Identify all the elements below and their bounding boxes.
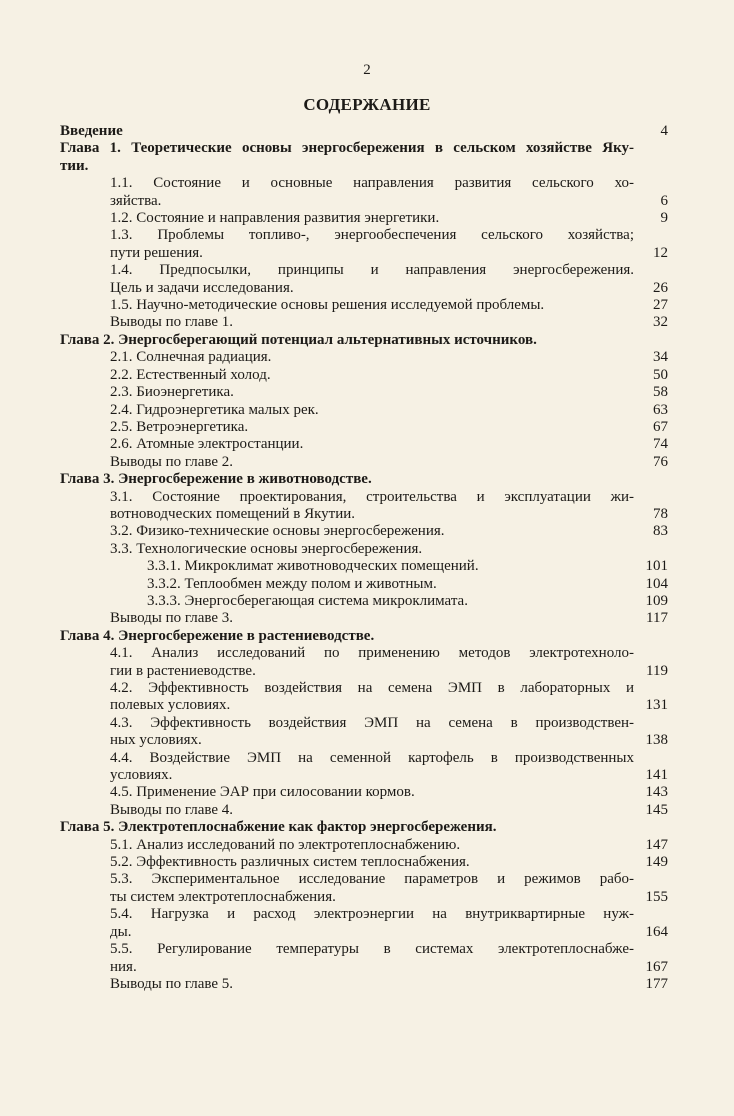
toc-entry-text: пути решения. <box>110 244 203 261</box>
toc-entry-row <box>60 314 668 331</box>
toc-entry-row <box>60 976 668 993</box>
toc-chapter-row <box>60 140 668 157</box>
toc-entry-row <box>60 889 668 906</box>
page-title: СОДЕРЖАНИЕ <box>303 95 431 114</box>
toc-entry-row <box>60 419 668 436</box>
toc-page-number: 76 <box>653 453 668 470</box>
toc-entry-text: 3.2. Физико-технические основы энергосбережения. <box>110 523 445 540</box>
toc-page-number: 4 <box>660 123 668 139</box>
toc-entry-row <box>60 680 668 697</box>
toc-entry-text: 5.3. Экспериментальное исследование параметров и режимов рабо- <box>110 871 634 888</box>
toc-page-number <box>634 628 668 645</box>
toc-entry-text: гии в растениеводстве. <box>110 662 256 679</box>
toc-entry-row <box>60 436 668 453</box>
toc-page-number <box>634 175 668 192</box>
toc-entry-text: Глава 2. Энергосберегающий потенциал альтернативных источников. <box>60 331 537 348</box>
toc-page-number <box>634 471 668 488</box>
toc-entry-text: 2.1. Солнечная радиация. <box>110 349 272 366</box>
toc-entry-row <box>60 175 668 192</box>
toc-entry-row <box>60 784 668 801</box>
toc-entry-text: Выводы по главе 4. <box>110 801 234 818</box>
toc-entry-row <box>60 924 668 941</box>
toc-page-number: 109 <box>645 592 668 609</box>
toc-entry-text: 1.4. Предпосылки, принципы и направления энергосбережения. <box>110 262 634 279</box>
toc-page-number: 6 <box>660 192 668 209</box>
toc-entry-text: Введение <box>60 123 123 139</box>
toc-page-number <box>634 489 668 506</box>
toc-page-number: 9 <box>660 210 668 227</box>
toc-entry-row <box>60 367 668 384</box>
toc-entry-row <box>60 802 668 819</box>
toc-entry-text: 1.5. Научно-методические основы решения исследуемой проблемы. <box>110 297 545 314</box>
toc-page-number <box>634 906 668 923</box>
toc-entry-row <box>60 384 668 401</box>
toc-entry-row <box>60 854 668 871</box>
page-number: 2 <box>363 62 371 78</box>
toc-entry-text: 5.4. Нагрузка и расход электроэнергии на внутриквартирные нуж- <box>110 906 634 923</box>
toc-entry-text: 3.3. Технологические основы энергосбережения. <box>110 540 423 557</box>
toc-page-number <box>634 645 668 662</box>
toc-page-number <box>634 541 668 558</box>
toc-entry-row <box>60 837 668 854</box>
toc-entry-row <box>60 750 668 767</box>
toc-entry-text: 4.2. Эффективность воздействия на семена ЭМП в лабораторных и <box>110 680 634 696</box>
toc-entry-row <box>60 697 668 714</box>
toc-page-number: 138 <box>645 732 668 749</box>
toc-page-number: 101 <box>645 558 668 575</box>
toc-entry-row <box>60 941 668 958</box>
toc-entry-text: полевых условиях. <box>110 697 231 714</box>
toc-entry-row <box>60 297 668 314</box>
toc-entry-text: Глава 3. Энергосбережение в животноводстве. <box>60 471 372 488</box>
toc-entry-text: ния. <box>110 958 137 975</box>
toc-entry-text: тии. <box>60 157 89 174</box>
toc-entry-row <box>60 245 668 262</box>
toc-page-number: 177 <box>645 975 668 992</box>
toc-page-number: 131 <box>645 697 668 714</box>
toc-page-number: 58 <box>653 384 668 401</box>
toc-page-number: 104 <box>645 575 668 592</box>
toc-entry-text: 4.3. Эффективность воздействия ЭМП на семена в производствен- <box>110 714 634 731</box>
toc-chapter-row <box>60 471 668 488</box>
toc-page-number <box>634 715 668 732</box>
toc-entry-text: 5.2. Эффективность различных систем теплоснабжения. <box>110 854 470 871</box>
toc-entry-row <box>60 663 668 680</box>
toc-entry-row <box>60 715 668 732</box>
toc-page-number: 12 <box>653 244 668 261</box>
toc-entry-text: ных условиях. <box>110 732 202 749</box>
toc-entry-text: 5.5. Регулирование температуры в системах электротеплоснабже- <box>110 941 634 958</box>
toc-entry-row <box>60 558 668 575</box>
toc-entry-row <box>60 523 668 540</box>
toc-page-number <box>634 941 668 958</box>
toc-entry-row <box>60 210 668 227</box>
toc-page-number: 117 <box>646 610 668 627</box>
toc-page-number: 149 <box>645 854 668 871</box>
toc-entry-text: ты систем электротеплоснабжения. <box>110 888 336 905</box>
toc-page-number <box>634 262 668 279</box>
toc-page-number: 83 <box>653 523 668 540</box>
toc-entry-row <box>60 645 668 662</box>
toc-page-number: 63 <box>653 401 668 418</box>
toc-entry-row <box>60 489 668 506</box>
toc-page-number: 50 <box>653 366 668 383</box>
toc-page-number: 34 <box>653 349 668 366</box>
toc-page-number <box>634 680 668 697</box>
toc-entry-text: 2.5. Ветроэнергетика. <box>110 418 249 435</box>
toc-entry-text: 1.1. Состояние и основные направления развития сельского хо- <box>110 175 634 192</box>
toc-entry-text: 4.4. Воздействие ЭМП на семенной картофель в производственных <box>110 749 634 766</box>
toc-page-number: 143 <box>645 784 668 801</box>
toc-page-number <box>634 140 668 157</box>
toc-page-number: 119 <box>646 662 668 679</box>
toc-page-number <box>634 750 668 767</box>
toc-page-number: 145 <box>645 801 668 818</box>
toc-chapter-row <box>60 332 668 349</box>
toc-page-number <box>634 819 668 836</box>
toc-page-number: 26 <box>653 279 668 296</box>
toc-entry-text: Выводы по главе 3. <box>110 610 234 627</box>
toc-page-number: 167 <box>645 958 668 975</box>
toc-chapter-row <box>60 158 668 175</box>
toc-entry-row <box>60 610 668 627</box>
toc-page-number: 78 <box>653 505 668 522</box>
toc-entry-text: Выводы по главе 1. <box>110 314 234 331</box>
toc-page-number: 32 <box>653 314 668 331</box>
toc-entry-text: Цель и задачи исследования. <box>110 279 294 296</box>
toc-entry-row <box>60 506 668 523</box>
toc-entry-row <box>60 123 668 140</box>
toc-entry-text: Выводы по главе 2. <box>110 453 234 470</box>
toc-entry-text: 3.1. Состояние проектирования, строительства и эксплуатации жи- <box>110 488 634 505</box>
toc-entry-text: Глава 1. Теоретические основы энергосбережения в сельском хозяйстве Яку- <box>60 140 634 157</box>
toc-entry-text: зяйства. <box>110 192 162 209</box>
toc-page-number <box>634 871 668 888</box>
toc-entry-row <box>60 871 668 888</box>
toc-entry-text: 1.3. Проблемы топливо-, энергообеспечения сельского хозяйства; <box>110 227 634 244</box>
toc-entry-row <box>60 767 668 784</box>
toc-page-number <box>634 332 668 349</box>
toc-entry-row <box>60 349 668 366</box>
toc-entry-row <box>60 541 668 558</box>
toc-page-number: 155 <box>645 888 668 905</box>
toc-page-number <box>634 227 668 244</box>
toc-entry-row <box>60 576 668 593</box>
toc-entry-row <box>60 402 668 419</box>
toc-chapter-row <box>60 628 668 645</box>
toc-page-number <box>634 158 668 175</box>
toc-entry-text: 1.2. Состояние и направления развития энергетики. <box>110 210 440 227</box>
toc-entry-text: 3.3.3. Энергосберегающая система микроклимата. <box>147 592 468 609</box>
toc-entry-text: Выводы по главе 5. <box>110 975 234 992</box>
toc-entry-text: 2.6. Атомные электростанции. <box>110 436 304 453</box>
toc-entry-row <box>60 593 668 610</box>
toc-entry-text: вотноводческих помещений в Якутии. <box>110 505 356 522</box>
toc-entry-row <box>60 262 668 279</box>
toc-entry-text: ды. <box>110 923 132 940</box>
toc-page-number: 147 <box>645 836 668 853</box>
table-of-contents <box>60 123 668 993</box>
toc-entry-text: Глава 5. Электротеплоснабжение как фактор энергосбережения. <box>60 819 497 836</box>
toc-entry-row <box>60 280 668 297</box>
toc-entry-row <box>60 227 668 244</box>
toc-entry-text: 5.1. Анализ исследований по электротеплоснабжению. <box>110 836 461 853</box>
toc-entry-text: 2.3. Биоэнергетика. <box>110 384 234 401</box>
toc-entry-text: 3.3.2. Теплообмен между полом и животным. <box>147 575 437 592</box>
toc-page-number: 141 <box>645 767 668 784</box>
toc-entry-row <box>60 959 668 976</box>
toc-page-number: 74 <box>653 436 668 453</box>
toc-page-number: 67 <box>653 418 668 435</box>
toc-entry-text: 2.4. Гидроэнергетика малых рек. <box>110 401 319 418</box>
toc-entry-row <box>60 906 668 923</box>
toc-entry-text: 2.2. Естественный холод. <box>110 366 271 383</box>
toc-entry-row <box>60 193 668 210</box>
toc-page-number: 164 <box>645 923 668 940</box>
toc-entry-row <box>60 732 668 749</box>
toc-entry-text: условиях. <box>110 767 173 784</box>
toc-page-number: 27 <box>653 297 668 314</box>
toc-entry-text: 4.1. Анализ исследований по применению методов электротехноло- <box>110 645 634 662</box>
toc-entry-text: Глава 4. Энергосбережение в растениеводстве. <box>60 627 375 644</box>
toc-entry-text: 4.5. Применение ЭАР при силосовании кормов. <box>110 784 415 801</box>
toc-entry-text: 3.3.1. Микроклимат животноводческих помещений. <box>147 558 479 575</box>
toc-chapter-row <box>60 819 668 836</box>
toc-entry-row <box>60 454 668 471</box>
